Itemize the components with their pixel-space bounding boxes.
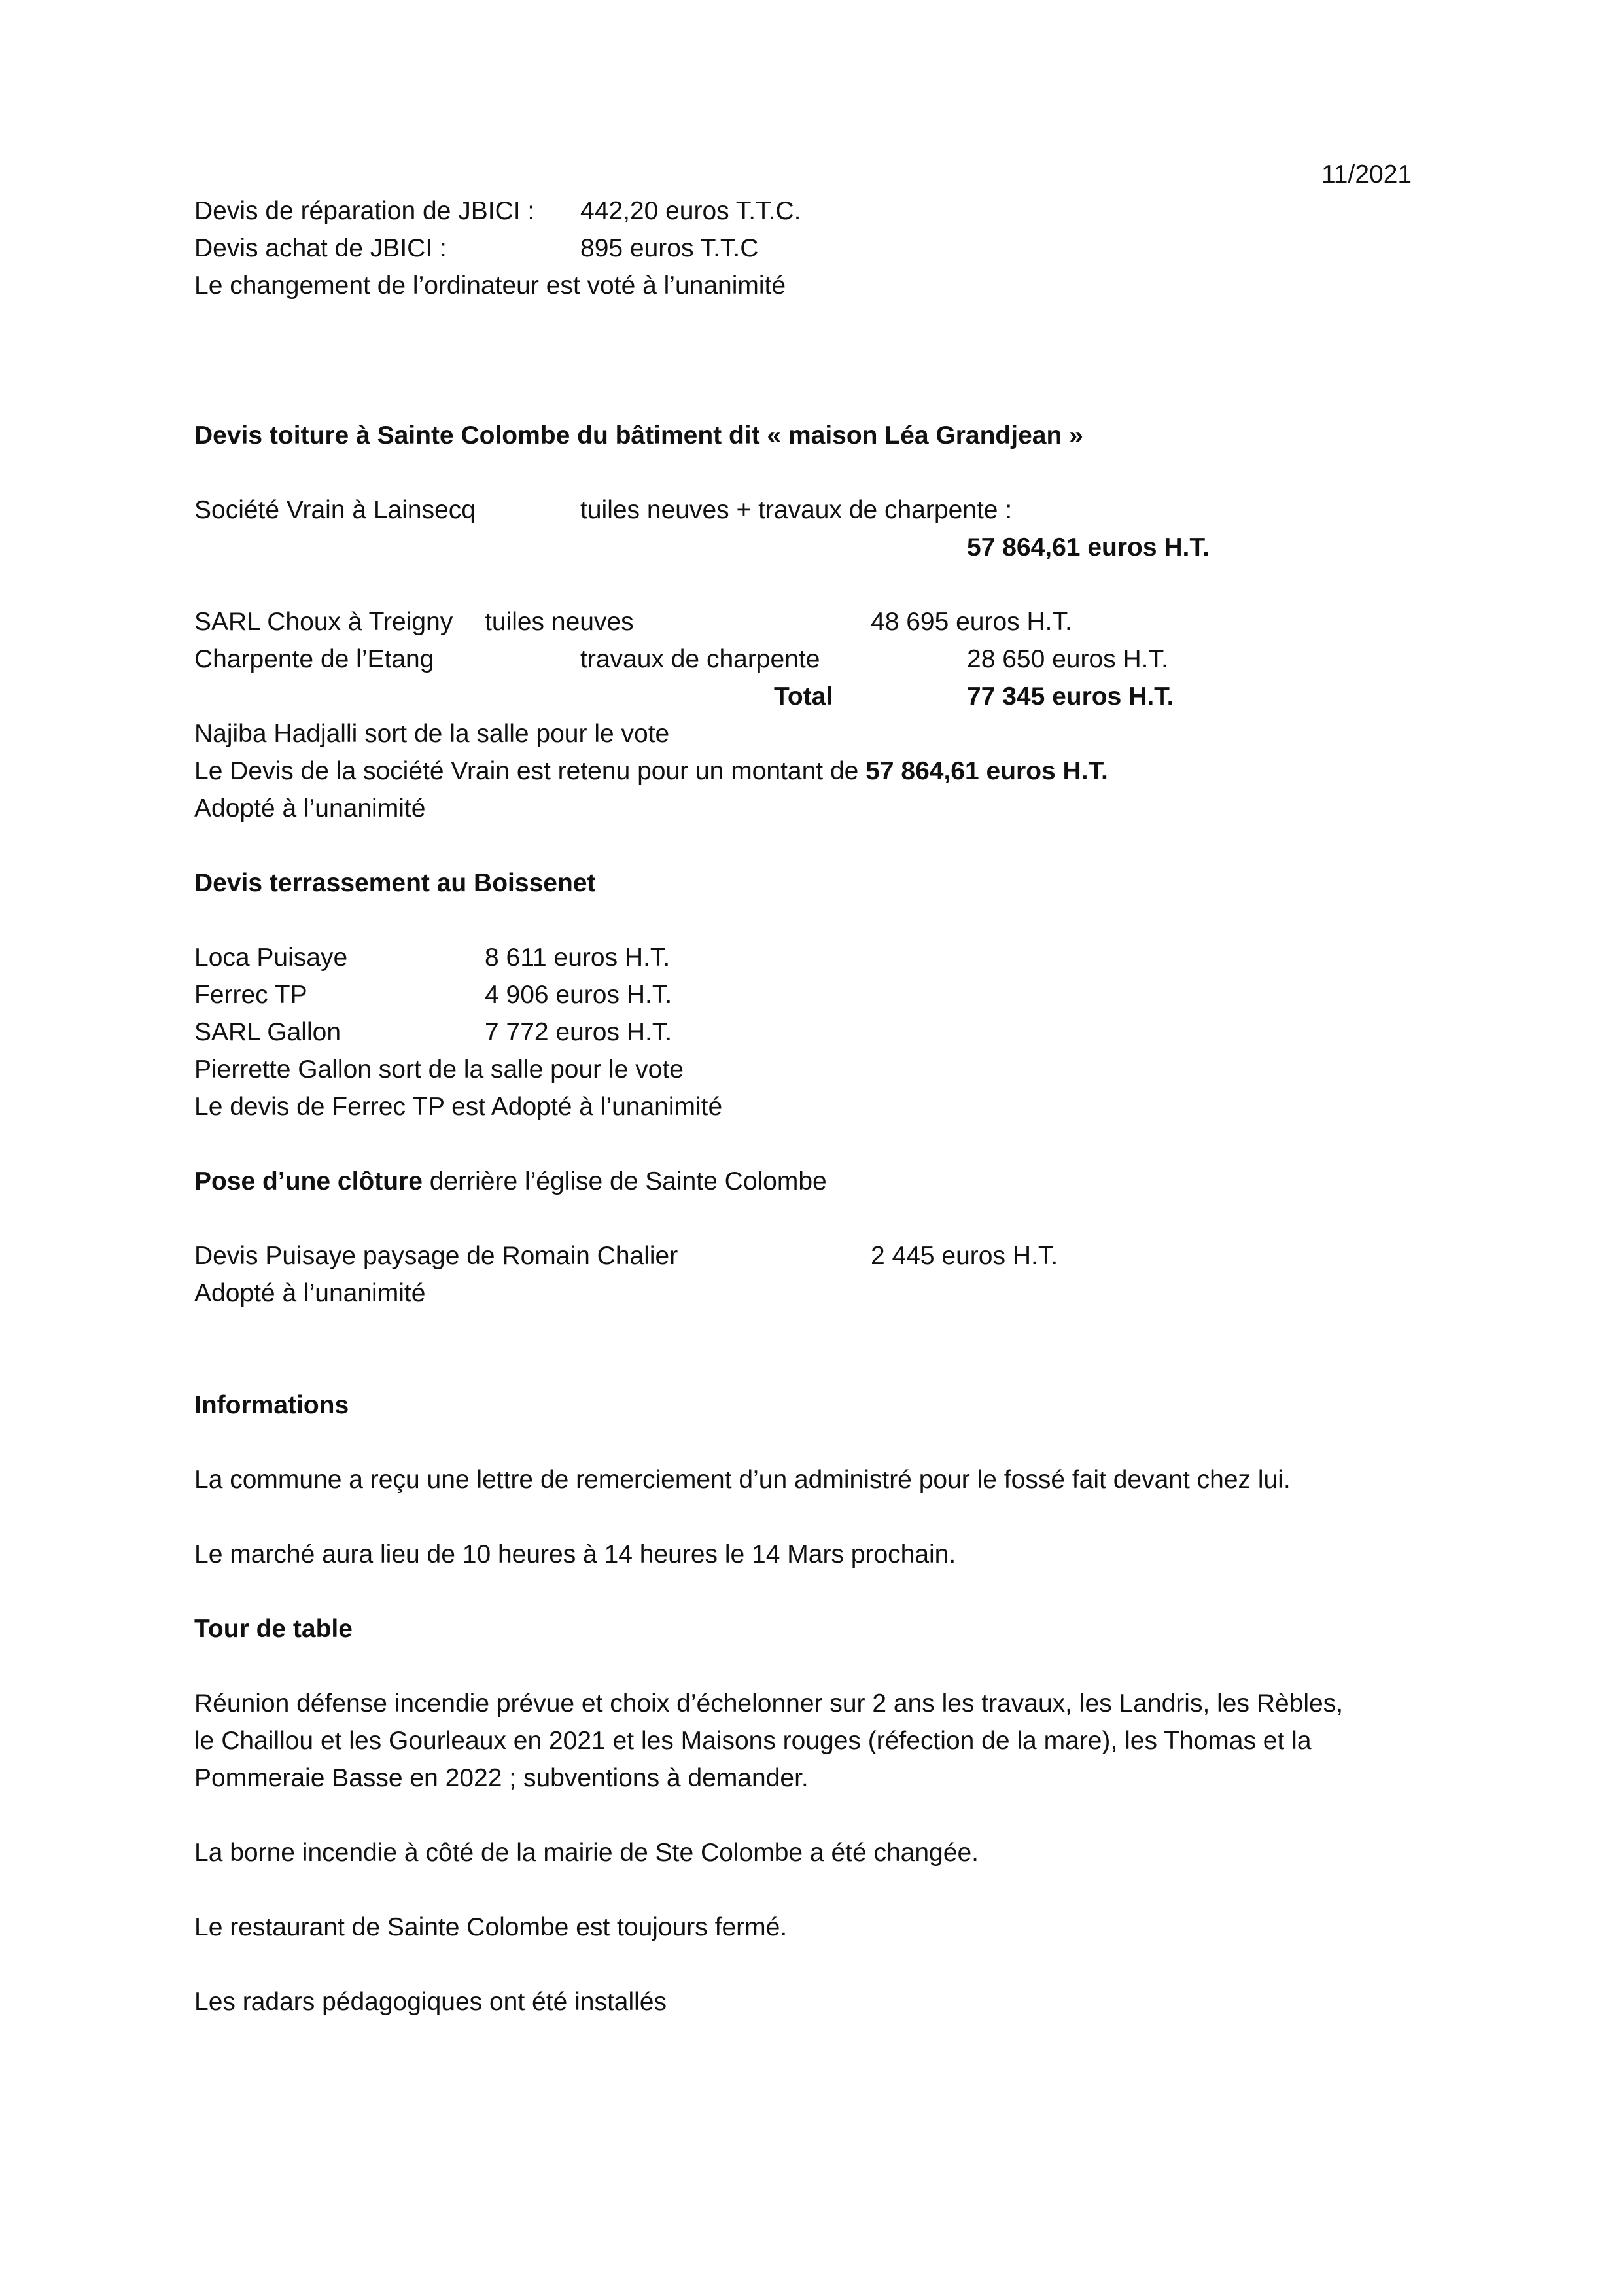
info-paragraph: La commune a reçu une lettre de remerciement d’un administré pour le fossé fait devant chez lui. — [194, 1466, 1291, 1494]
tour-paragraph-line: Pommeraie Basse en 2022 ; subventions à demander. — [194, 1764, 809, 1792]
earthworks-company: Ferrec TP — [194, 981, 307, 1009]
choux-description: tuiles neuves — [485, 608, 634, 636]
roof-adopted: Adopté à l’unanimité — [194, 794, 426, 822]
roof-section-title: Devis toiture à Sainte Colombe du bâtiment dit « maison Léa Grandjean » — [194, 421, 1083, 450]
etang-amount: 28 650 euros H.T. — [967, 645, 1168, 673]
earthworks-decision: Le devis de Ferrec TP est Adopté à l’unanimité — [194, 1093, 723, 1121]
fence-title-bold: Pose d’une clôture — [194, 1167, 423, 1195]
total-amount: 77 345 euros H.T. — [967, 682, 1174, 711]
earthworks-amount: 4 906 euros H.T. — [485, 981, 672, 1009]
earthworks-amount: 7 772 euros H.T. — [485, 1018, 672, 1046]
fence-quote-amount: 2 445 euros H.T. — [871, 1242, 1058, 1270]
fence-title-rest: derrière l’église de Sainte Colombe — [422, 1167, 827, 1195]
tour-paragraph: Les radars pédagogiques ont été installés — [194, 1988, 667, 2016]
roof-decision-amount: 57 864,61 euros H.T. — [865, 757, 1108, 785]
repair-quote-label: Devis de réparation de JBICI : — [194, 197, 535, 225]
purchase-quote-value: 895 euros T.T.C — [580, 234, 759, 262]
computer-vote: Le changement de l’ordinateur est voté à l’unanimité — [194, 272, 786, 300]
info-section-title: Informations — [194, 1391, 349, 1419]
fence-quote-label: Devis Puisaye paysage de Romain Chalier — [194, 1242, 678, 1270]
vrain-description: tuiles neuves + travaux de charpente : — [580, 496, 1013, 524]
choux-amount: 48 695 euros H.T. — [871, 608, 1072, 636]
fence-adopted: Adopté à l’unanimité — [194, 1279, 426, 1307]
earthworks-company: Loca Puisaye — [194, 944, 348, 972]
tour-paragraph-line: le Chaillou et les Gourleaux en 2021 et les Maisons rouges (réfection de la mare), les Thomas et la — [194, 1727, 1312, 1755]
tour-section-title: Tour de table — [194, 1615, 353, 1643]
fence-section-title — [194, 1169, 827, 1194]
document-date: 11/2021 — [1321, 160, 1412, 188]
info-paragraph: Le marché aura lieu de 10 heures à 14 heures le 14 Mars prochain. — [194, 1540, 956, 1568]
tour-paragraph: La borne incendie à côté de la mairie de Ste Colombe a été changée. — [194, 1839, 979, 1867]
vrain-company: Société Vrain à Lainsecq — [194, 496, 476, 524]
total-label: Total — [774, 682, 833, 711]
earthworks-amount: 8 611 euros H.T. — [485, 944, 671, 972]
earthworks-vote-note: Pierrette Gallon sort de la salle pour le vote — [194, 1055, 684, 1084]
repair-quote-value: 442,20 euros T.T.C. — [580, 197, 801, 225]
tour-paragraph-line: Réunion défense incendie prévue et choix d’échelonner sur 2 ans les travaux, les Landris, les Rèbles, — [194, 1689, 1344, 1718]
roof-decision-text: Le Devis de la société Vrain est retenu pour un montant de — [194, 757, 866, 785]
vrain-amount: 57 864,61 euros H.T. — [967, 533, 1210, 561]
etang-company: Charpente de l’Etang — [194, 645, 434, 673]
roof-vote-note: Najiba Hadjalli sort de la salle pour le vote — [194, 720, 670, 748]
purchase-quote-label: Devis achat de JBICI : — [194, 234, 447, 262]
choux-company: SARL Choux à Treigny — [194, 608, 453, 636]
earthworks-section-title: Devis terrassement au Boissenet — [194, 869, 596, 897]
tour-paragraph: Le restaurant de Sainte Colombe est toujours fermé. — [194, 1913, 788, 1941]
etang-description: travaux de charpente — [580, 645, 820, 673]
earthworks-company: SARL Gallon — [194, 1018, 341, 1046]
roof-decision — [194, 758, 1108, 784]
